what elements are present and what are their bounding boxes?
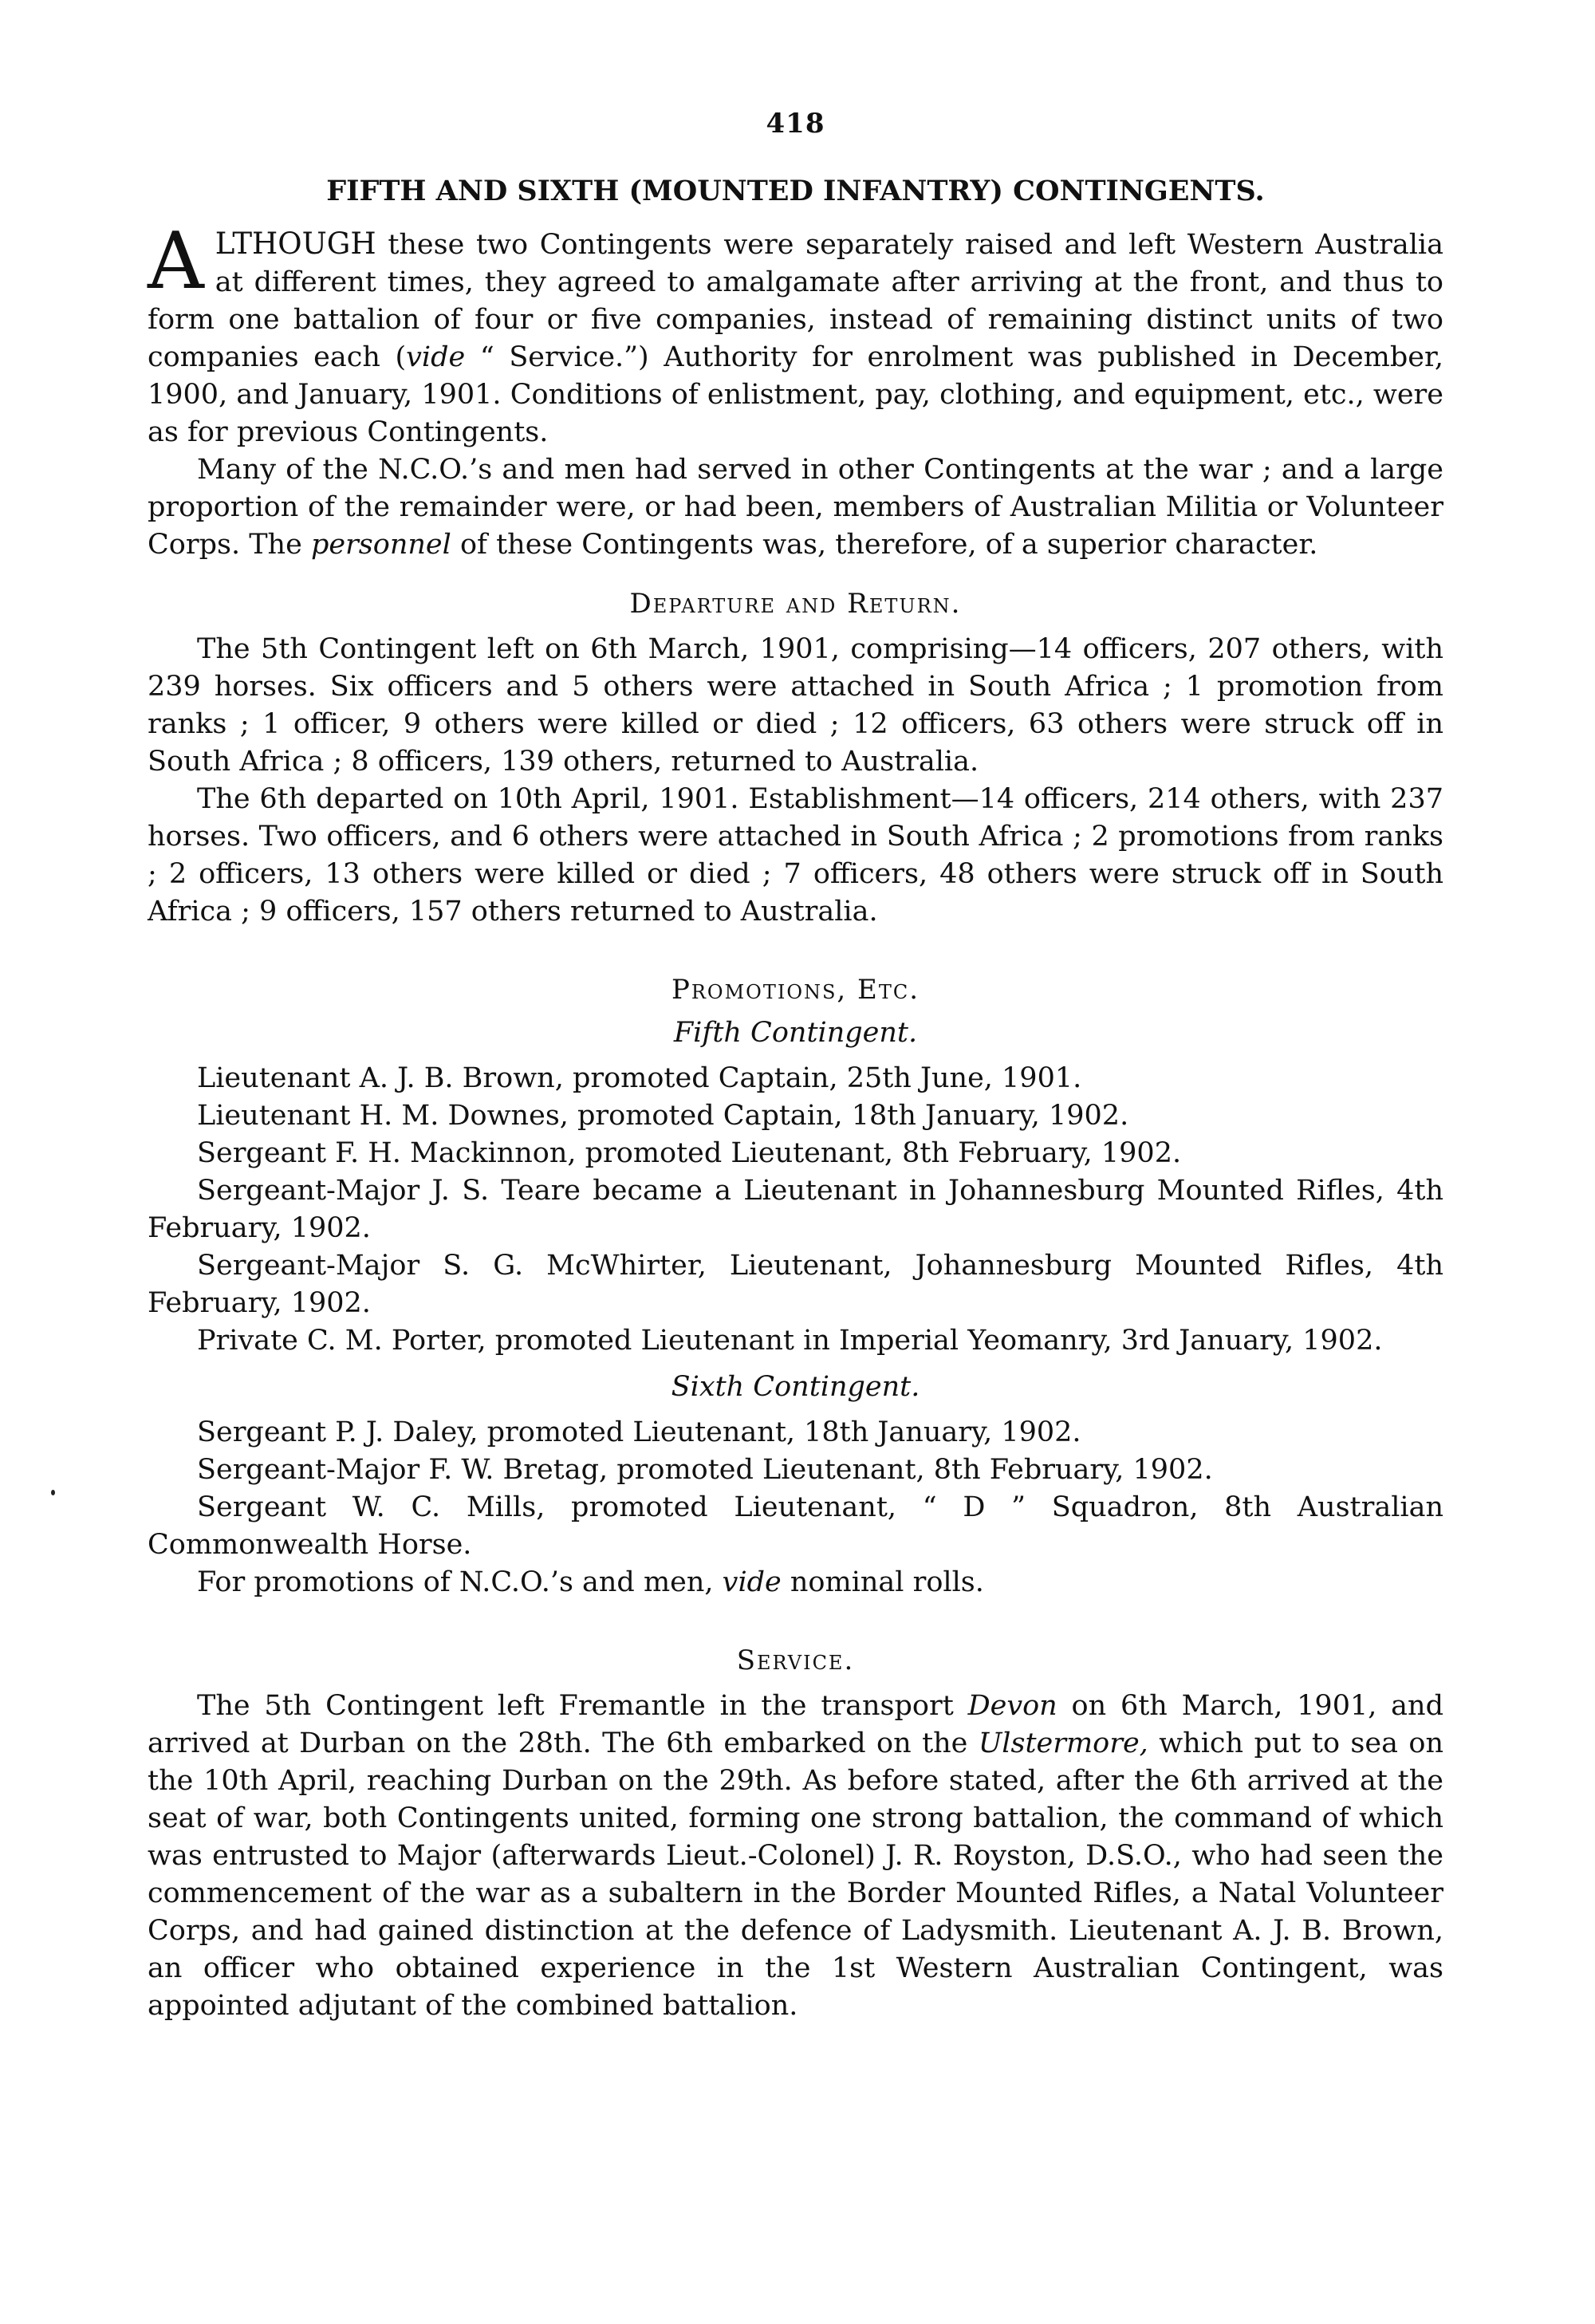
ship-ulstermore: Ulstermore,: [978, 1727, 1148, 1759]
promotions-heading: Promotions, Etc.: [671, 974, 920, 1006]
promotion-entry: Sergeant-Major J. S. Teare became a Lieutenant in Johannesburg Mounted Rifles, 4th February, 1902.: [148, 1175, 1443, 1244]
departure-paragraph-1: The 5th Contingent left on 6th March, 1901, comprising—14 officers, 207 others, with 239 horses. Six officers and 5 others were attached in South Africa ; 1 promotion from ranks ; 1 officer, 9 others were killed or died ; 12 officers, 63 others were struck off in South Africa ; 8 officers, 139 others, returned to Australia.: [148, 633, 1443, 778]
fifth-contingent-heading: Fifth Contingent.: [673, 1017, 918, 1049]
promotion-entry: Sergeant P. J. Daley, promoted Lieutenant, 18th January, 1902.: [197, 1416, 1081, 1448]
service-text-2: on 6th March, 1901, and arrived at Durban on the 28th. The 6th embarked on the: [148, 1690, 1443, 1759]
chapter-title: FIFTH AND SIXTH (MOUNTED INFANTRY) CONTINGENTS.: [326, 175, 1265, 207]
footer-text-a: For promotions of N.C.O.’s and men,: [197, 1566, 723, 1598]
promotion-entry: Sergeant F. H. Mackinnon, promoted Lieutenant, 8th February, 1902.: [197, 1137, 1182, 1169]
sixth-contingent-heading: Sixth Contingent.: [671, 1371, 920, 1403]
lead-word-rest: LTHOUGH: [215, 226, 376, 261]
promotion-entry: Private C. M. Porter, promoted Lieutenant in Imperial Yeomanry, 3rd January, 1902.: [197, 1325, 1383, 1357]
service-heading: Service.: [736, 1645, 855, 1676]
promotion-entry: Sergeant W. C. Mills, promoted Lieutenant, “ D ” Squadron, 8th Australian Commonwealth Horse.: [148, 1491, 1443, 1561]
intro-paragraph-1: [148, 216, 1443, 451]
promotion-entry: Sergeant-Major S. G. McWhirter, Lieutenant, Johannesburg Mounted Rifles, 4th February, 1902.: [148, 1250, 1443, 1319]
document-page: [148, 108, 1443, 2025]
page-number: 418: [766, 108, 825, 140]
footer-vide: vide: [722, 1566, 782, 1598]
departure-heading: Departure and Return.: [629, 588, 962, 620]
intro-personnel: personnel: [310, 529, 451, 561]
margin-speck: [51, 1490, 55, 1495]
intro-text-1: these two Contingents were separately raised and left Western Australia at different times, they agreed to amalgamate after arriving at the front, and thus to form one battalion of four or five companies, instead of remaining distinct units of two companies each (: [148, 229, 1443, 373]
footer-text-b: nominal rolls.: [781, 1566, 984, 1598]
service-text-3: which put to sea on the 10th April, reaching Durban on the 29th. As before stated, after the 6th arrived at the seat of war, both Contingents united, forming one strong battalion, the command of which was entrusted to Major (afterwards Lieut.-Colonel) J. R. Royston, D.S.O., who had seen the commencement of the war as a subaltern in the Border Mounted Rifles, a Natal Volunteer Corps, and had gained distinction at the defence of Ladysmith. Lieutenant A. J. B. Brown, an officer who obtained experience in the 1st Western Australian Contingent, was appointed adjutant of the combined battalion.: [148, 1727, 1443, 2022]
promotion-entry: Lieutenant H. M. Downes, promoted Captain, 18th January, 1902.: [197, 1100, 1129, 1132]
drop-cap: A: [148, 216, 204, 307]
intro-text-1b: “ Service.”) Authority for enrolment was published in December, 1900, and January, 1901. Conditions of enlistment, pay, clothing, and equipment, etc., were as for previous Contingents.: [148, 341, 1443, 448]
service-paragraph: [148, 1688, 1443, 2025]
promotion-entry: Sergeant-Major F. W. Bretag, promoted Lieutenant, 8th February, 1902.: [197, 1454, 1213, 1486]
ship-devon: Devon: [967, 1690, 1057, 1722]
intro-text-2: Many of the N.C.O.’s and men had served in other Contingents at the war ; and a large proportion of the remainder were, or had been, members of Australian Militia or Volunteer Corps. The: [148, 454, 1443, 561]
promotion-entry: Lieutenant A. J. B. Brown, promoted Captain, 25th June, 1901.: [197, 1062, 1082, 1094]
intro-text-2b: of these Contingents was, therefore, of a superior character.: [451, 529, 1318, 561]
intro-paragraph-2: [148, 451, 1443, 564]
service-text-1: The 5th Contingent left Fremantle in the transport: [197, 1690, 968, 1722]
intro-vide: vide: [406, 341, 466, 373]
promotions-footer: [148, 1564, 1443, 1601]
departure-paragraph-2: The 6th departed on 10th April, 1901. Establishment—14 officers, 214 others, with 237 horses. Two officers, and 6 others were attached in South Africa ; 2 promotions from ranks ; 2 officers, 13 others were killed or died ; 7 officers, 48 others were struck off in South Africa ; 9 officers, 157 others returned to Australia.: [148, 783, 1443, 928]
